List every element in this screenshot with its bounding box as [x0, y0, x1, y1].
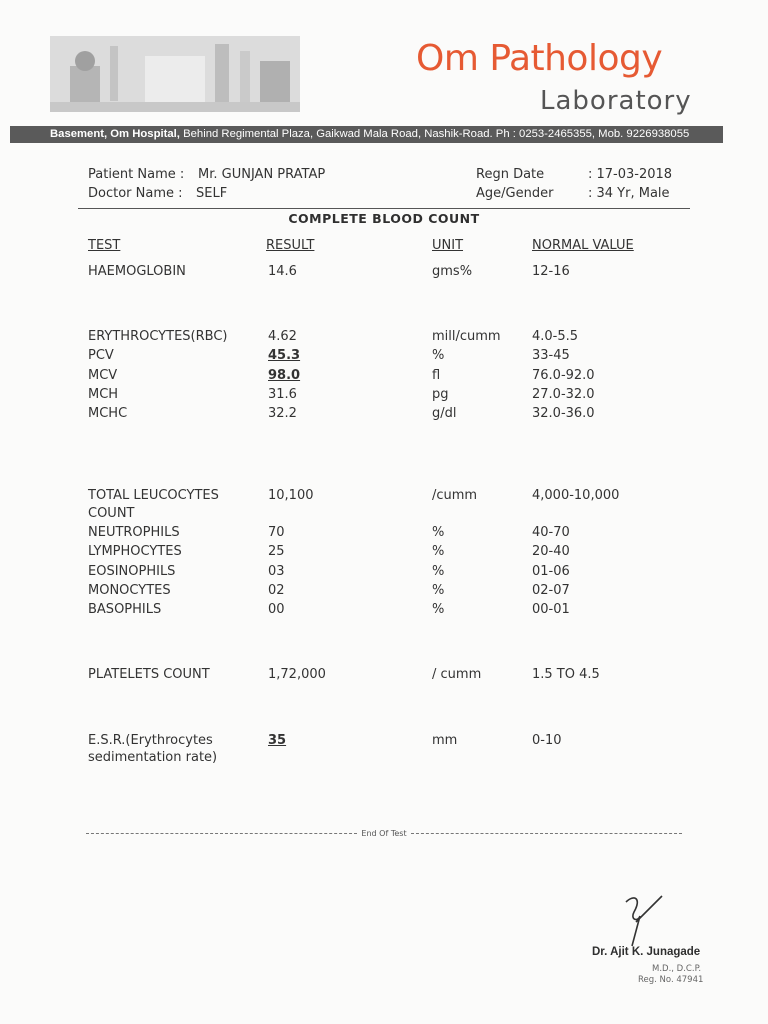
- row-unit: %: [432, 544, 445, 559]
- row-test: NEUTROPHILS: [88, 525, 180, 540]
- row-result: 03: [268, 564, 285, 579]
- end-of-test-label: End Of Test: [361, 828, 407, 838]
- row-result: 1,72,000: [268, 667, 326, 682]
- end-of-test-line: [86, 828, 682, 838]
- row-unit: %: [432, 348, 445, 363]
- row-test: BASOPHILS: [88, 602, 162, 617]
- row-unit: fl: [432, 368, 441, 383]
- doctor-value: SELF: [196, 186, 228, 201]
- row-normal: 12-16: [532, 264, 570, 279]
- row-test: MCHC: [88, 406, 128, 421]
- row-test-continued: sedimentation rate): [88, 750, 218, 765]
- row-result-flagged: 35: [268, 733, 287, 748]
- row-result: 00: [268, 602, 285, 617]
- row-test: LYMPHOCYTES: [88, 544, 182, 559]
- row-normal: 40-70: [532, 525, 570, 540]
- brand-title: Om Pathology: [416, 38, 663, 79]
- col-header-unit: UNIT: [432, 238, 464, 253]
- regn-date-label: Regn Date: [476, 167, 545, 182]
- row-result: 32.2: [268, 406, 297, 421]
- brand-subtitle: Laboratory: [540, 86, 692, 116]
- row-normal: 0-10: [532, 733, 562, 748]
- row-unit: %: [432, 583, 445, 598]
- doctor-degree: M.D., D.C.P.: [652, 964, 702, 974]
- row-test: MONOCYTES: [88, 583, 171, 598]
- patient-name-value: Mr. GUNJAN PRATAP: [198, 167, 326, 182]
- doctor-name: Dr. Ajit K. Junagade: [592, 946, 701, 958]
- row-unit: mm: [432, 733, 458, 748]
- dashed-rule: [411, 833, 682, 834]
- row-normal: 1.5 TO 4.5: [532, 667, 600, 682]
- row-unit: mill/cumm: [432, 329, 501, 344]
- row-normal: 4.0-5.5: [532, 329, 579, 344]
- patient-name-label: Patient Name :: [88, 167, 185, 182]
- row-normal: 4,000-10,000: [532, 488, 620, 503]
- regn-date-value: : 17-03-2018: [588, 167, 673, 182]
- row-result: 31.6: [268, 387, 297, 402]
- row-test-continued: COUNT: [88, 506, 135, 521]
- lab-photo: [50, 36, 300, 112]
- row-result-flagged: 98.0: [268, 368, 301, 383]
- address-bold: Basement, Om Hospital,: [50, 128, 180, 140]
- row-normal: 76.0-92.0: [532, 368, 595, 383]
- col-header-result: RESULT: [266, 238, 315, 253]
- signature-scribble: [612, 888, 672, 948]
- row-result: 02: [268, 583, 285, 598]
- row-test: MCH: [88, 387, 119, 402]
- report-title: COMPLETE BLOOD COUNT: [288, 211, 480, 226]
- row-normal: 27.0-32.0: [532, 387, 595, 402]
- row-result: 14.6: [268, 264, 297, 279]
- row-normal: 33-45: [532, 348, 570, 363]
- row-result-flagged: 45.3: [268, 348, 301, 363]
- row-test: EOSINOPHILS: [88, 564, 176, 579]
- dashed-rule: [86, 833, 357, 834]
- row-unit: / cumm: [432, 667, 482, 682]
- address-rest: Behind Regimental Plaza, Gaikwad Mala Road, Nashik-Road. Ph : 0253-2465355, Mob. 9226938055: [179, 128, 690, 140]
- col-header-normal: NORMAL VALUE: [532, 238, 634, 253]
- row-unit: %: [432, 525, 445, 540]
- row-test: PCV: [88, 348, 114, 363]
- address-bar: [10, 126, 723, 143]
- row-normal: 32.0-36.0: [532, 406, 595, 421]
- age-gender-value: : 34 Yr, Male: [588, 186, 670, 201]
- row-unit: pg: [432, 387, 449, 402]
- row-unit: g/dl: [432, 406, 457, 421]
- row-normal: 02-07: [532, 583, 570, 598]
- row-test: PLATELETS COUNT: [88, 667, 210, 682]
- row-test: E.S.R.(Erythrocytes: [88, 733, 213, 748]
- row-normal: 00-01: [532, 602, 570, 617]
- divider: [78, 208, 690, 209]
- col-header-test: TEST: [88, 238, 121, 253]
- row-result: 70: [268, 525, 285, 540]
- row-result: 25: [268, 544, 285, 559]
- row-unit: /cumm: [432, 488, 478, 503]
- row-test: MCV: [88, 368, 118, 383]
- row-unit: gms%: [432, 264, 473, 279]
- row-normal: 01-06: [532, 564, 570, 579]
- row-result: 4.62: [268, 329, 297, 344]
- doctor-reg-no: Reg. No. 47941: [638, 975, 704, 985]
- row-test: HAEMOGLOBIN: [88, 264, 186, 279]
- doctor-label: Doctor Name :: [88, 186, 183, 201]
- row-unit: %: [432, 602, 445, 617]
- row-test: ERYTHROCYTES(RBC): [88, 329, 228, 344]
- age-gender-label: Age/Gender: [476, 186, 554, 201]
- row-result: 10,100: [268, 488, 314, 503]
- row-unit: %: [432, 564, 445, 579]
- row-normal: 20-40: [532, 544, 570, 559]
- row-test: TOTAL LEUCOCYTES: [88, 488, 219, 503]
